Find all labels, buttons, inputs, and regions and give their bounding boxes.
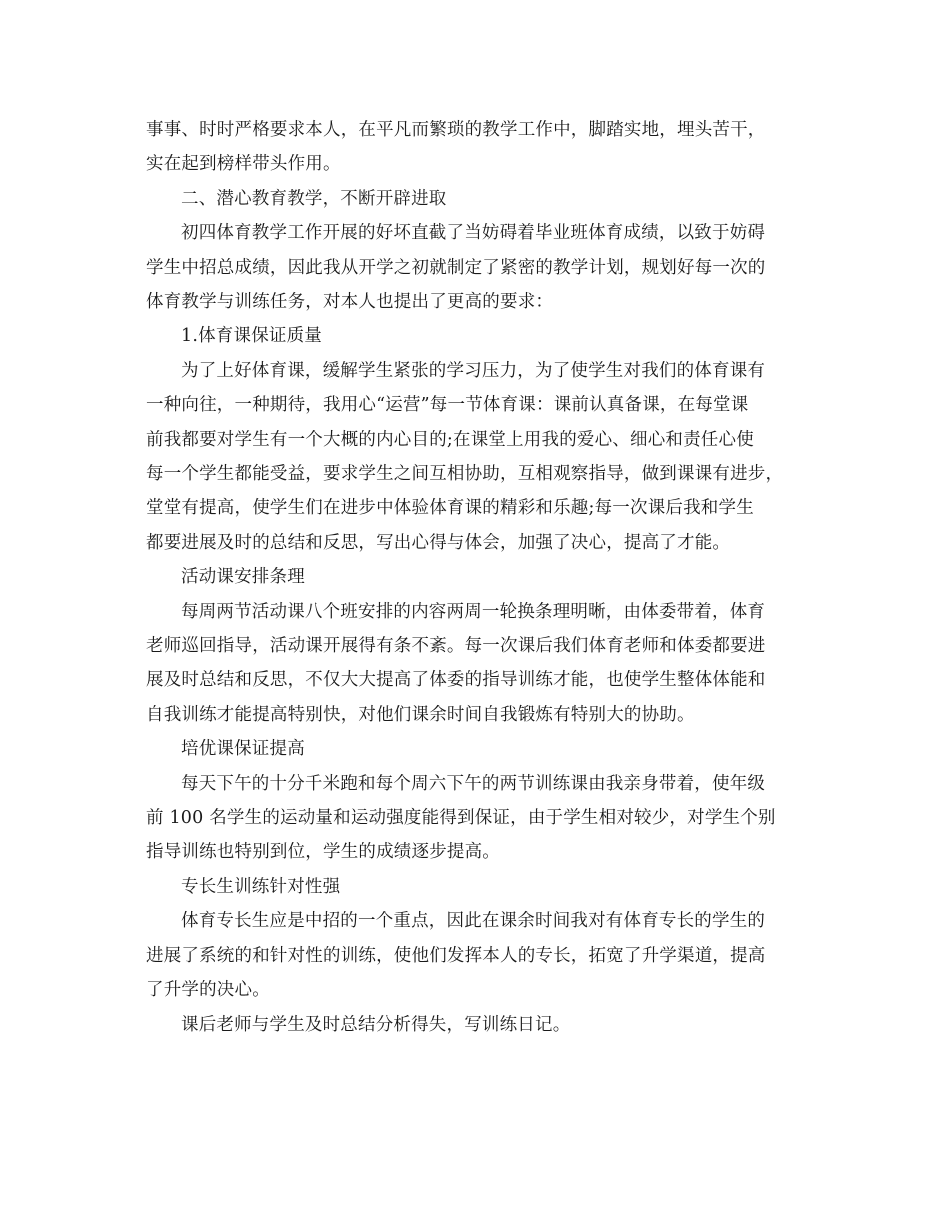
- text-line: 培优课保证提高: [181, 739, 305, 759]
- text-line: 初四体育教学工作开展的好坏直截了当妨碍着毕业班体育成绩，以致于妨碍: [181, 223, 766, 243]
- text-line: 一种向往，一种期待，我用心“运营”每一节体育课：课前认真备课，在每堂课: [146, 395, 749, 415]
- text-line: 每天下午的十分千米跑和每个周六下午的两节训练课由我亲身带着，使年级: [181, 774, 766, 794]
- text-line: 活动课安排条理: [181, 567, 305, 587]
- text-line: 老师巡回指导，活动课开展得有条不紊。每一次课后我们体育老师和体委都要进: [146, 636, 766, 656]
- text-line: 二、潜心教育教学，不断开辟进取: [181, 189, 447, 209]
- text-line: 专长生训练针对性强: [181, 877, 341, 897]
- text-line: 堂堂有提高，使学生们在进步中体验体育课的精彩和乐趣;每一次课后我和学生: [146, 498, 754, 518]
- text-line: 事事、时时严格要求本人，在平凡而繁琐的教学工作中，脚踏实地，埋头苦干，: [146, 120, 766, 140]
- text-line: 都要进展及时的总结和反思，写出心得与体会，加强了决心，提高了才能。: [146, 533, 731, 553]
- text-line: 学生中招总成绩，因此我从开学之初就制定了紧密的教学计划，规划好每一次的: [146, 258, 766, 278]
- text-line: 体育教学与训练任务，对本人也提出了更高的要求：: [146, 292, 554, 312]
- text-line: 自我训练才能提高特别快，对他们课余时间自我锻炼有特别大的协助。: [146, 705, 695, 725]
- text-line: 课后老师与学生及时总结分析得失，写训练日记。: [181, 1015, 571, 1035]
- text-line: 了升学的决心。: [146, 980, 270, 1000]
- text-line: 每一个学生都能受益，要求学生之间互相协助，互相观察指导，做到课课有进步，: [146, 464, 784, 484]
- text-line: 1.体育课保证质量: [181, 326, 322, 346]
- text-line: 指导训练也特别到位，学生的成绩逐步提高。: [146, 842, 500, 862]
- text-line: 前 100 名学生的运动量和运动强度能得到保证，由于学生相对较少，对学生个别: [146, 808, 776, 828]
- text-line: 为了上好体育课，缓解学生紧张的学习压力，为了使学生对我们的体育课有: [181, 361, 766, 381]
- text-line: 体育专长生应是中招的一个重点，因此在课余时间我对有体育专长的学生的: [181, 911, 766, 931]
- text-line: 实在起到榜样带头作用。: [146, 154, 341, 174]
- text-line: 每周两节活动课八个班安排的内容两周一轮换条理明晰，由体委带着，体育: [181, 602, 766, 622]
- text-line: 前我都要对学生有一个大概的内心目的;在课堂上用我的爱心、细心和责任心使: [146, 430, 754, 450]
- text-line: 进展了系统的和针对性的训练，使他们发挥本人的专长，拓宽了升学渠道，提高: [146, 946, 766, 966]
- text-line: 展及时总结和反思，不仅大大提高了体委的指导训练才能，也使学生整体体能和: [146, 670, 766, 690]
